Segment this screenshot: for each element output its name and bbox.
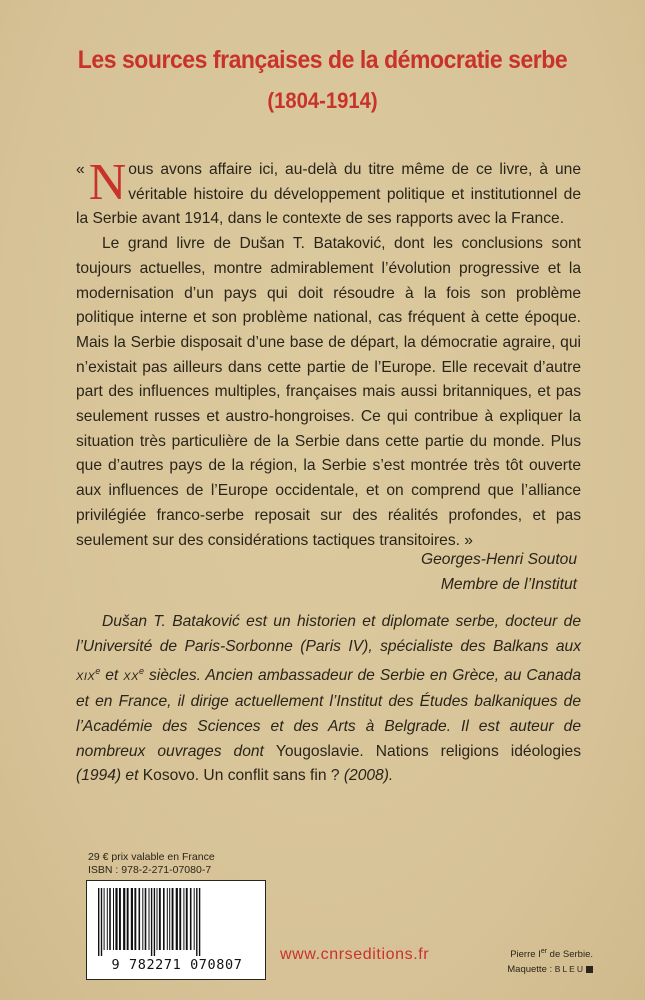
- barcode-bar: [167, 888, 168, 950]
- barcode-number: 9 782271 070807: [111, 957, 243, 973]
- barcode-bar: [139, 888, 141, 950]
- attribution-name: Georges-Henri Soutou: [420, 551, 577, 568]
- barcode-bar: [101, 888, 102, 956]
- barcode-bar: [179, 888, 181, 950]
- barcode: [86, 880, 266, 980]
- barcode-bar: [199, 888, 200, 956]
- quote-paragraph-2: Le grand livre de Dušan T. Bataković, dont les conclusions sont toujours actuelles, montre admirablement l’évolution progressive et la modernisation d’un pays qui doit résoudre à la fois son problème politique interne et son problème national, cas fréquent à cette époque. Mais la Serbie disposait d’une base de départ, la démocratie agraire, qui n’existait pas ailleurs dans cette partie de l’Europe. Elle recevait d’autre part des influences multiples, françaises mais aussi britanniques, et pas seulement russes et austro-hongroises. Ce qui contribue à expliquer la situation très particulière de la Serbie dans cette partie du monde. Plus que d’autres pays de la région, la Serbie s’est montrée très tôt ouverte aux influences de l’Europe occidentale, et on comprend que l’alliance privilégiée franco-serbe reposait sur des réalités profondes, et pas seulement sur des considérations tactiques transitoires. »: [76, 235, 581, 549]
- century-19: XIX: [76, 671, 96, 684]
- publisher-website[interactable]: www.cnrseditions.fr: [280, 946, 430, 963]
- book-title-yougoslavie: Yougoslavie. Nations religions idéologies: [275, 742, 581, 760]
- barcode-bar: [172, 888, 174, 950]
- barcode-bar: [196, 888, 197, 956]
- barcode-bar: [115, 888, 117, 950]
- book-year-1: (1994) et: [76, 767, 143, 785]
- barcode-bar: [104, 888, 105, 950]
- price-isbn: [88, 851, 215, 877]
- drop-cap: N: [88, 154, 127, 211]
- author-bio: [76, 610, 581, 789]
- barcode-bars: [96, 888, 258, 956]
- barcode-bar: [183, 888, 184, 950]
- bio-and: et: [100, 667, 124, 685]
- barcode-bar: [151, 888, 152, 956]
- attribution-role: Membre de l’Institut: [440, 575, 577, 593]
- barcode-bar: [127, 888, 129, 950]
- design-brand: BLEU: [554, 964, 585, 975]
- barcode-bar: [98, 888, 99, 956]
- barcode-bar: [149, 888, 150, 950]
- brand-square-icon: [586, 966, 593, 973]
- barcode-bar: [169, 888, 170, 950]
- barcode-bar: [107, 888, 108, 950]
- quote-p1-text: ous avons affaire ici, au-delà du titre même de ce livre, à une véritable histoire du développement politique et institutionnel de la Serbie avant 1914, dans le contexte de ses rapports avec la France.: [76, 161, 581, 228]
- book-year-2: (2008).: [339, 767, 394, 785]
- isbn-label: ISBN : 978-2-271-07080-7: [88, 864, 212, 876]
- cover-image-credit: Pierre Ier de Serbie.: [510, 948, 593, 961]
- barcode-bar: [123, 888, 125, 950]
- barcode-bar: [190, 888, 192, 950]
- book-subtitle-dates: (1804-1914): [267, 88, 378, 113]
- bio-text-2: siècles. Ancien ambassadeur de Serbie en Grèce, au Canada et en France, il dirige actuellement l’Institut des Études balkaniques de l’Académie des Sciences et des Arts à Belgrade. Il est auteur de nombreux ouvrages dont: [76, 667, 582, 760]
- barcode-bar: [163, 888, 165, 950]
- price-label: 29 € prix valable en France: [88, 851, 215, 863]
- barcode-bar: [119, 888, 121, 950]
- barcode-bar: [186, 888, 188, 950]
- barcode-bar: [194, 888, 195, 950]
- barcode-bar: [145, 888, 147, 950]
- bio-text-1: Dušan T. Bataković est un historien et diplomate serbe, docteur de l’Université de Paris-Sorbonne (Paris IV), spécialiste des Balkans aux: [76, 613, 581, 655]
- book-title: Les sources françaises de la démocratie serbe: [77, 46, 568, 74]
- sup-e: e: [138, 666, 144, 677]
- barcode-bar: [176, 888, 178, 950]
- quote-block: [76, 154, 581, 553]
- century-20: XX: [123, 671, 139, 684]
- barcode-bar: [154, 888, 155, 956]
- design-credit: Maquette : BLEU: [507, 962, 593, 977]
- barcode-bar: [157, 888, 158, 950]
- barcode-bar: [142, 888, 143, 950]
- quote-attribution: [421, 548, 577, 597]
- image-credits: [507, 945, 593, 977]
- barcode-bar: [131, 888, 133, 950]
- open-quote-mark: «: [76, 161, 85, 178]
- barcode-bar: [109, 888, 111, 950]
- barcode-bar: [159, 888, 161, 950]
- book-title-kosovo: Kosovo. Un conflit sans fin ?: [142, 767, 340, 785]
- barcode-bar: [113, 888, 114, 950]
- quote-paragraph-1: [76, 154, 581, 232]
- sup-e: e: [95, 666, 101, 677]
- barcode-bar: [134, 888, 136, 950]
